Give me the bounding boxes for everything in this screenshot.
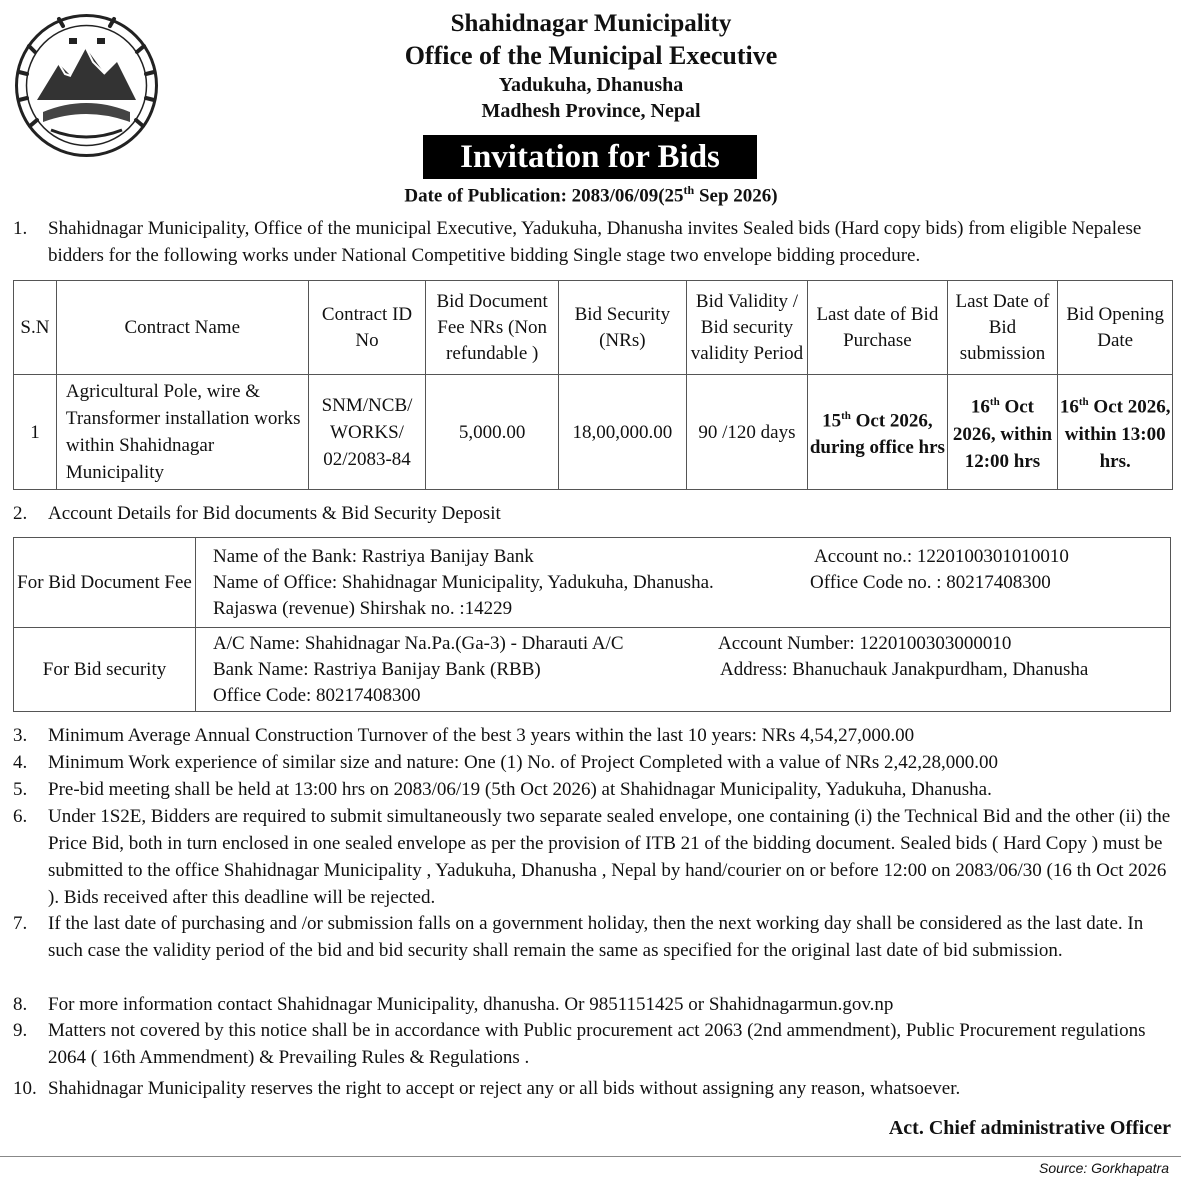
- header-opening: Bid Opening Date: [1058, 281, 1173, 375]
- security-address: Address: Bhanuchauk Janakpurdham, Dhanusha: [720, 659, 1089, 680]
- fee-office: Name of Office: Shahidnagar Municipality, Yadukuha, Dhanusha.: [213, 572, 714, 593]
- cell-contract-id: SNM/NCB/ WORKS/ 02/2083-84: [308, 375, 426, 490]
- item-number: 4.: [13, 752, 28, 773]
- security-office-code: Office Code: 80217408300: [213, 685, 421, 706]
- security-ac-name: A/C Name: Shahidnagar Na.Pa.(Ga-3) - Dharauti A/C: [213, 633, 624, 654]
- condition-item: 7. If the last date of purchasing and /or submission falls on a government holiday, then the next working day shall be considered as the last date. In such case the validity period of the bid and bid security shall remain the same as specified for the original last date of bid submission.: [13, 910, 1171, 964]
- security-account-no: Account Number: 1220100303000010: [718, 633, 1012, 654]
- fee-bank: Name of the Bank: Rastriya Banijay Bank: [213, 546, 534, 567]
- condition-item: 6. Under 1S2E, Bidders are required to submit simultaneously two separate sealed envelope, one containing (i) the Technical Bid and the other (ii) the Price Bid, both in turn enclosed in one sealed envelope as per the provision of ITB 21 of the bidding document. Sealed bids ( Hard Copy ) must be submitted to the office Shahidnagar Municipality , Yadukuha, Dhanusha , Nepal by hand/courier on or before 12:00 on 2083/06/30 (16 th Oct 2026 ). Bids received after this deadline will be rejected.: [13, 803, 1171, 911]
- item-number: 2.: [13, 503, 28, 524]
- header-submission: Last Date of Bid submission: [947, 281, 1058, 375]
- municipality-seal-logo: [13, 12, 160, 159]
- item-number: 7.: [13, 913, 28, 934]
- item-number: 5.: [13, 779, 28, 800]
- fee-rajaswa: Rajaswa (revenue) Shirshak no. :14229: [213, 598, 513, 619]
- office-location: Yadukuha, Dhanusha: [498, 74, 684, 96]
- cell-contract-name: Agricultural Pole, wire & Transformer installation works within Shahidnagar Municipality: [56, 375, 308, 490]
- fee-label: For Bid Document Fee: [14, 538, 196, 628]
- cell-fee: 5,000.00: [426, 375, 559, 490]
- publication-date: Date of Publication: 2083/06/09(25th Sep 2026): [404, 183, 778, 207]
- table-header-row: [14, 281, 1173, 375]
- fee-office-code: Office Code no. : 80217408300: [810, 572, 1051, 593]
- municipality-name: Shahidnagar Municipality: [450, 10, 732, 37]
- header-purchase: Last date of Bid Purchase: [808, 281, 947, 375]
- cell-submission: 16th Oct 2026, within 12:00 hrs: [947, 375, 1058, 490]
- security-account-row: [14, 628, 1171, 712]
- fee-details: [196, 538, 1171, 628]
- item-number: 8.: [13, 994, 28, 1015]
- source-credit: Source: Gorkhapatra: [1039, 1160, 1169, 1176]
- cell-validity: 90 /120 days: [686, 375, 807, 490]
- condition-item: 5. Pre-bid meeting shall be held at 13:00 hrs on 2083/06/19 (5th Oct 2026) at Shahidnagar Municipality, Yadukuha, Dhanusha.: [13, 776, 1171, 803]
- footer-divider: [0, 1156, 1181, 1157]
- cell-opening: 16th Oct 2026, within 13:00 hrs.: [1058, 375, 1173, 490]
- item-number: 3.: [13, 725, 28, 746]
- header-security: Bid Security (NRs): [558, 281, 686, 375]
- header-contract-id: Contract ID No: [308, 281, 426, 375]
- signatory-title: Act. Chief administrative Officer: [888, 1117, 1171, 1139]
- item-number: 9.: [13, 1020, 28, 1041]
- condition-item: 4. Minimum Work experience of similar size and nature: One (1) No. of Project Completed with a value of NRs 2,42,28,000.00: [13, 749, 1171, 776]
- item-number: 10.: [13, 1078, 37, 1099]
- accounts-heading: 2. Account Details for Bid documents & Bid Security Deposit: [13, 500, 1171, 527]
- item-number: 1.: [13, 218, 28, 239]
- item-number: 6.: [13, 806, 28, 827]
- fee-account-no: Account no.: 1220100301010010: [814, 546, 1069, 567]
- cell-sn: 1: [14, 375, 57, 490]
- security-details: [196, 628, 1171, 712]
- table-row: [14, 375, 1173, 490]
- condition-item: 10. Shahidnagar Municipality reserves the right to accept or reject any or all bids without assigning any reason, whatsoever.: [13, 1075, 1171, 1102]
- office-name: Office of the Municipal Executive: [404, 41, 778, 70]
- office-province: Madhesh Province, Nepal: [481, 100, 701, 122]
- cell-purchase: 15th Oct 2026, during office hrs: [808, 375, 947, 490]
- bid-table: [13, 280, 1173, 490]
- condition-item: 8. For more information contact Shahidnagar Municipality, dhanusha. Or 9851151425 or Shahidnagarmun.gov.np: [13, 991, 1171, 1018]
- security-label: For Bid security: [14, 628, 196, 712]
- notice-title: Invitation for Bids: [423, 135, 757, 179]
- header-sn: S.N: [14, 281, 57, 375]
- cell-security: 18,00,000.00: [558, 375, 686, 490]
- condition-item: 3. Minimum Average Annual Construction Turnover of the best 3 years within the last 10 years: NRs 4,54,27,000.00: [13, 722, 1171, 749]
- intro-paragraph: 1. Shahidnagar Municipality, Office of the municipal Executive, Yadukuha, Dhanusha invites Sealed bids (Hard copy bids) from eligible Nepalese bidders for the following works under National Competitive bidding Single stage two envelope bidding procedure.: [13, 215, 1171, 269]
- header-validity: Bid Validity / Bid security validity Period: [686, 281, 807, 375]
- fee-account-row: [14, 538, 1171, 628]
- header-contract-name: Contract Name: [56, 281, 308, 375]
- condition-item: 9. Matters not covered by this notice shall be in accordance with Public procurement act 2063 (2nd ammendment), Public Procurement regulations 2064 ( 16th Ammendment) & Prevailing Rules & Regulations .: [13, 1017, 1171, 1071]
- security-bank: Bank Name: Rastriya Banijay Bank (RBB): [213, 659, 541, 680]
- header-fee: Bid Document Fee NRs (Non refundable ): [426, 281, 559, 375]
- accounts-table: [13, 537, 1171, 712]
